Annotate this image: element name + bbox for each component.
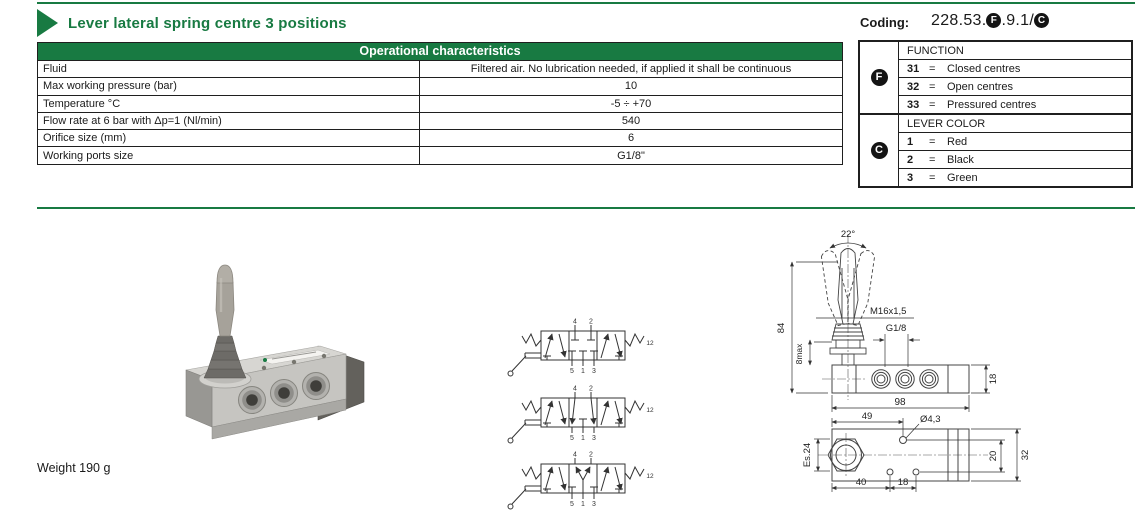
option-row (899, 77, 1131, 95)
port-label: 4 (573, 318, 577, 326)
color-badge: C (871, 142, 888, 159)
dim-pitch-18: 18 (897, 477, 909, 488)
pilot-label: 12 (646, 473, 654, 480)
valve-product-photo (168, 250, 373, 465)
option-code: 1 (907, 135, 914, 148)
option-code: 32 (907, 80, 920, 93)
row-value: 6 (419, 130, 842, 146)
dim-lever-stroke: 8max (794, 343, 804, 365)
port-label: 3 (592, 435, 596, 442)
spring-right (625, 334, 644, 346)
dimensional-drawing (772, 228, 1137, 517)
row-value: 10 (419, 78, 842, 94)
row-value: G1/8" (419, 147, 842, 163)
coding-color-badge: C (1034, 13, 1049, 28)
option-row (899, 132, 1131, 150)
dim-port-thread: G1/8 (885, 323, 907, 334)
coding-mid: .9.1/ (1001, 12, 1035, 29)
lever-actuator-glyph (508, 353, 541, 376)
function-badge: F (871, 69, 888, 86)
label-logo-mark (263, 358, 267, 362)
symbol-53-pressured-centres (498, 449, 658, 513)
symbol-53-closed-centres (498, 316, 658, 380)
pilot-label: 12 (646, 340, 654, 347)
option-row (899, 150, 1131, 168)
option-label: Green (947, 171, 978, 184)
equals-sign: = (929, 80, 936, 93)
valve-port (271, 380, 298, 407)
row-value: -5 ÷ +70 (419, 96, 842, 112)
dim-pitch-40: 40 (855, 477, 867, 488)
spring-right (625, 467, 644, 479)
lever-color-section (860, 113, 1131, 186)
option-label: Closed centres (947, 62, 1021, 75)
dim-thread: M16x1,5 (870, 306, 907, 317)
equals-sign: = (929, 98, 936, 111)
spring-left (522, 401, 541, 413)
dim-face-height: 18 (988, 373, 999, 385)
coding-function-badge: F (986, 13, 1001, 28)
table-row (38, 129, 842, 146)
front-port (896, 370, 914, 388)
dim-length: 98 (894, 397, 906, 408)
valve-port (303, 373, 330, 400)
port-label: 1 (581, 501, 585, 508)
port-label: 4 (573, 385, 577, 393)
table-row (38, 60, 842, 77)
dim-angle: 22° (840, 229, 856, 240)
symbol-53-open-centres (498, 383, 658, 447)
equals-sign: = (929, 135, 936, 148)
port-label: 2 (589, 318, 593, 326)
row-value: 540 (419, 113, 842, 129)
mounting-hole (900, 437, 907, 444)
section-header: FUNCTION (907, 44, 964, 57)
coding-prefix: 228.53. (931, 12, 987, 29)
mounting-hole (913, 469, 919, 475)
port-label: 1 (581, 435, 585, 442)
row-label: Orifice size (mm) (43, 132, 127, 145)
coding-value (931, 12, 1049, 30)
lever-actuator-glyph (508, 420, 541, 443)
dim-height: 84 (776, 322, 787, 334)
table-row (38, 95, 842, 112)
coding-label: Coding: (860, 15, 910, 30)
pilot-label: 12 (646, 407, 654, 414)
option-code: 31 (907, 62, 920, 75)
top-green-rule (37, 2, 1135, 4)
table-row (38, 112, 842, 129)
function-section (860, 42, 1131, 113)
port-label: 3 (592, 501, 596, 508)
option-label: Red (947, 135, 968, 148)
page-title: Lever lateral spring centre 3 positions (68, 15, 347, 32)
port-label: 5 (570, 435, 574, 442)
option-code: 2 (907, 153, 914, 166)
dim-width-32: 32 (1020, 449, 1031, 461)
port-label: 1 (581, 368, 585, 375)
equals-sign: = (929, 153, 936, 166)
table-row (38, 77, 842, 94)
option-row (899, 95, 1131, 113)
row-value: Filtered air. No lubrication needed, if applied it shall be continuous (419, 61, 842, 77)
color-badge-cell (860, 115, 899, 186)
function-badge-cell (860, 42, 899, 113)
port-label: 5 (570, 368, 574, 375)
operational-characteristics-table (37, 42, 843, 165)
dim-hole-offset: 49 (861, 411, 873, 422)
equals-sign: = (929, 62, 936, 75)
option-label: Black (947, 153, 974, 166)
option-row (899, 168, 1131, 186)
front-port (920, 370, 938, 388)
equals-sign: = (929, 171, 936, 184)
option-label: Pressured centres (947, 98, 1037, 111)
spring-left (522, 334, 541, 346)
green-separator-rule (37, 207, 1135, 209)
dim-hex-size: Es.24 (802, 442, 813, 468)
valve-port (239, 387, 266, 414)
option-row (899, 59, 1131, 77)
port-label: 3 (592, 368, 596, 375)
section-header: LEVER COLOR (907, 117, 986, 130)
row-label: Temperature °C (43, 97, 121, 110)
coding-options-table (858, 40, 1133, 188)
port-label: 4 (573, 451, 577, 459)
spring-right (625, 401, 644, 413)
weight-label: Weight 190 g (37, 461, 111, 475)
lever-handle (216, 265, 234, 336)
port-label: 5 (570, 501, 574, 508)
port-label: 2 (589, 385, 593, 393)
dim-pitch-20: 20 (988, 450, 999, 462)
row-label: Working ports size (43, 149, 134, 162)
port-label: 2 (589, 451, 593, 459)
lever-bellows (204, 336, 246, 378)
row-label: Flow rate at 6 bar with Δp=1 (Nl/min) (43, 115, 222, 128)
option-code: 3 (907, 171, 914, 184)
row-label: Max working pressure (bar) (43, 80, 177, 93)
mounting-hole (887, 469, 893, 475)
lever-tilt-left (818, 249, 853, 327)
spring-left (522, 467, 541, 479)
op-table-title: Operational characteristics (38, 43, 842, 60)
lever-actuator-glyph (508, 486, 541, 509)
dim-hole-dia: Ø4,3 (920, 414, 941, 425)
row-label: Fluid (43, 63, 67, 76)
option-code: 33 (907, 98, 920, 111)
front-port (872, 370, 890, 388)
table-row (38, 146, 842, 163)
section-arrow-icon (37, 9, 58, 37)
option-label: Open centres (947, 80, 1014, 93)
